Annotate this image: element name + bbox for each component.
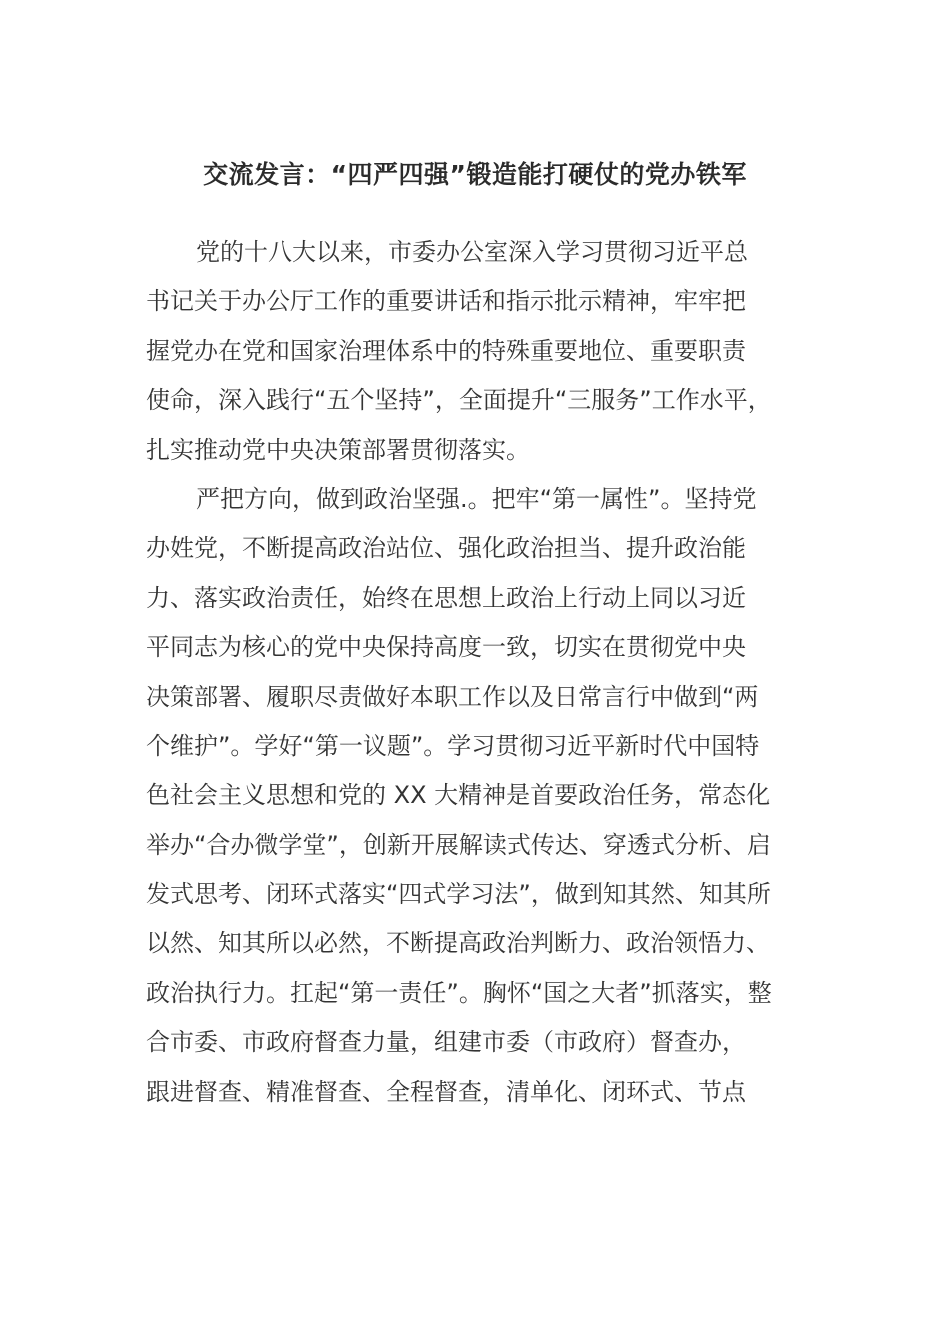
paragraph-line: 平同志为核心的党中央保持高度一致，切实在贯彻党中央 <box>146 633 746 662</box>
paragraph-line: 政治执行力。扛起“第一责任”。胸怀“国之大者”抓落实，整 <box>146 978 772 1007</box>
document-body <box>146 228 806 1117</box>
paragraph-line: 党的十八大以来，市委办公室深入学习贯彻习近平总 <box>196 238 748 266</box>
paragraph-line: 举办“合办微学堂”，创新开展解读式传达、穿透式分析、启 <box>146 830 771 859</box>
paragraph-line: 色社会主义思想和党的 XX 大精神是首要政治任务，常态化 <box>146 781 771 810</box>
paragraph-line: 跟进督查、精准督查、全程督查，清单化、闭环式、节点 <box>146 1077 746 1106</box>
paragraph-1 <box>146 228 806 475</box>
paragraph-line: 严把方向，做到政治坚强.。把牢“第一属性”。坚持党 <box>196 484 757 513</box>
paragraph-line: 扎实推动党中央决策部署贯彻落实。 <box>146 435 530 464</box>
paragraph-line: 合市委、市政府督查力量，组建市委（市政府）督查办， <box>146 1028 746 1057</box>
paragraph-2 <box>146 475 806 1117</box>
paragraph-line: 以然、知其所以必然，不断提高政治判断力、政治领悟力、 <box>146 929 770 958</box>
paragraph-line: 办姓党，不断提高政治站位、强化政治担当、提升政治能 <box>146 534 746 563</box>
paragraph-line: 个维护”。学好“第一议题”。学习贯彻习近平新时代中国特 <box>146 731 760 760</box>
paragraph-line: 握党办在党和国家治理体系中的特殊重要地位、重要职责 <box>146 336 746 365</box>
paragraph-line: 决策部署、履职尽责做好本职工作以及日常言行中做到“两 <box>146 682 759 711</box>
paragraph-line: 使命，深入践行“五个坚持”，全面提升“三服务”工作水平， <box>146 386 772 415</box>
paragraph-line: 发式思考、闭环式落实“四式学习法”，做到知其然、知其所 <box>146 880 771 909</box>
paragraph-line: 书记关于办公厅工作的重要讲话和指示批示精神，牢牢把 <box>146 287 746 316</box>
document-title: 交流发言：“四严四强”锻造能打硬仗的党办铁军 <box>203 160 747 189</box>
paragraph-line: 力、落实政治责任，始终在思想上政治上行动上同以习近 <box>146 583 746 612</box>
